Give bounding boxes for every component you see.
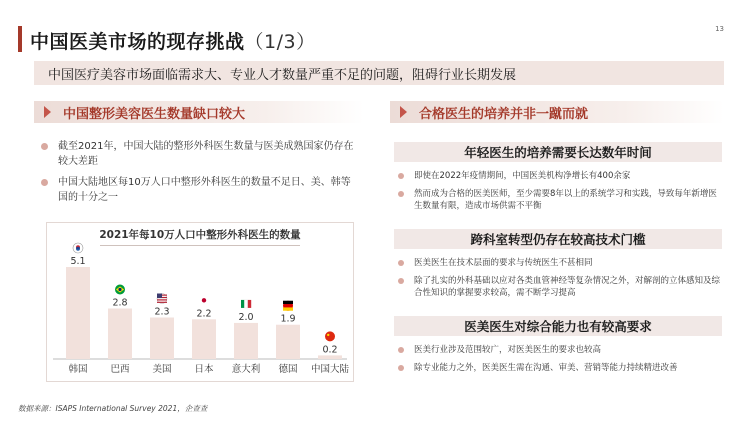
bar-日本: [192, 319, 216, 359]
category-label: 韩国: [68, 364, 88, 375]
bar-chart: [47, 223, 353, 381]
block-bullets-cross-department: [394, 257, 724, 305]
bar-韩国: [66, 267, 90, 359]
list-item: 中国大陆地区每10万人口中整形外科医生的数量不足日、美、韩等国的十分之一: [38, 175, 358, 205]
data-label: 2.2: [196, 308, 212, 320]
korea-flag-icon: [73, 243, 83, 253]
bullet-dot-icon: [41, 179, 48, 186]
germany-flag-icon: [283, 301, 293, 311]
bullet-dot-icon: [398, 260, 404, 266]
bar-德国: [276, 325, 300, 359]
list-item: 除专业能力之外，医美医生需在沟通、审美、营销等能力持续精进改善: [394, 362, 724, 375]
data-label: 0.2: [322, 344, 338, 356]
bullet-dot-icon: [398, 365, 404, 371]
category-label: 美国: [152, 364, 172, 375]
list-item: 医美行业涉及范围较广，对医美医生的要求也较高: [394, 344, 724, 357]
italy-flag-icon: [241, 300, 251, 308]
bullet-dot-icon: [398, 347, 404, 353]
block-title-cross-department: 跨科室转型仍存在较高技术门槛: [394, 229, 722, 249]
japan-flag-icon: [202, 298, 206, 302]
page-title-suffix: （1/3）: [244, 31, 316, 53]
data-label: 1.9: [280, 313, 296, 325]
bullet-dot-icon: [398, 173, 404, 179]
data-label: 5.1: [70, 256, 86, 267]
list-item: 除了扎实的外科基础以应对各类血管神经等复杂情况之外，对解剖的立体感知及综合性知识的掌握要求较高，需不断学习提高: [394, 275, 724, 300]
data-source-note: 数据来源：ISAPS International Survey 2021，企查查: [18, 404, 208, 413]
category-label: 德国: [278, 364, 298, 375]
china-flag-icon: [325, 331, 335, 341]
block-title-comprehensive-ability: 医美医生对综合能力也有较高要求: [394, 316, 722, 336]
bullet-dot-icon: [398, 191, 404, 197]
list-item: 医美医生在技术层面的要求与传统医生不甚相同: [394, 257, 724, 270]
chart-container: [46, 222, 354, 382]
page-subtitle: 中国医疗美容市场面临需求大、专业人才数量严重不足的问题，阻碍行业长期发展: [48, 67, 517, 83]
left-section-header: [34, 101, 364, 123]
category-label: 日本: [194, 364, 214, 375]
chart-title: 2021年每10万人口中整形外科医生的数量: [47, 223, 353, 246]
bullet-dot-icon: [41, 143, 48, 150]
data-label: 2.3: [154, 306, 170, 318]
list-item: 即使在2022年疫情期间，中国医美机构净增长有400余家: [394, 170, 724, 183]
right-section-header: [390, 101, 724, 123]
bar-巴西: [108, 308, 132, 359]
left-bullet-list: [38, 139, 358, 211]
block-bullets-comprehensive-ability: [394, 344, 724, 379]
category-label: 意大利: [231, 364, 261, 375]
left-section-title: 中国整形美容医生数量缺口较大: [63, 106, 246, 122]
page-number: 13: [715, 25, 724, 33]
brazil-flag-icon: [115, 284, 125, 294]
subtitle-band: [34, 61, 724, 85]
chevron-right-icon: [400, 106, 407, 118]
usa-flag-icon: [157, 294, 167, 304]
bar-美国: [150, 318, 174, 359]
page-title: 中国医美市场的现存挑战（1/3）: [30, 31, 316, 53]
list-item: 截至2021年，中国大陆的整形外科医生数量与医美成熟国家仍存在较大差距: [38, 139, 358, 169]
bar-中国大陆: [318, 355, 342, 359]
block-title-training-time: 年轻医生的培养需要长达数年时间: [394, 142, 722, 162]
data-label: 2.8: [112, 297, 128, 309]
category-label: 中国大陆: [310, 364, 350, 375]
bullet-dot-icon: [398, 278, 404, 284]
block-bullets-training-time: [394, 170, 724, 218]
category-label: 巴西: [110, 364, 130, 375]
chevron-right-icon: [44, 106, 51, 118]
list-item: 然而成为合格的医美医师，至少需要8年以上的系统学习和实践，导致每年新增医生数量有限，造成市场供需不平衡: [394, 188, 724, 213]
bar-意大利: [234, 323, 258, 359]
right-section-title: 合格医生的培养并非一蹴而就: [419, 106, 589, 122]
data-label: 2.0: [238, 311, 254, 323]
title-accent-bar: [18, 26, 22, 52]
